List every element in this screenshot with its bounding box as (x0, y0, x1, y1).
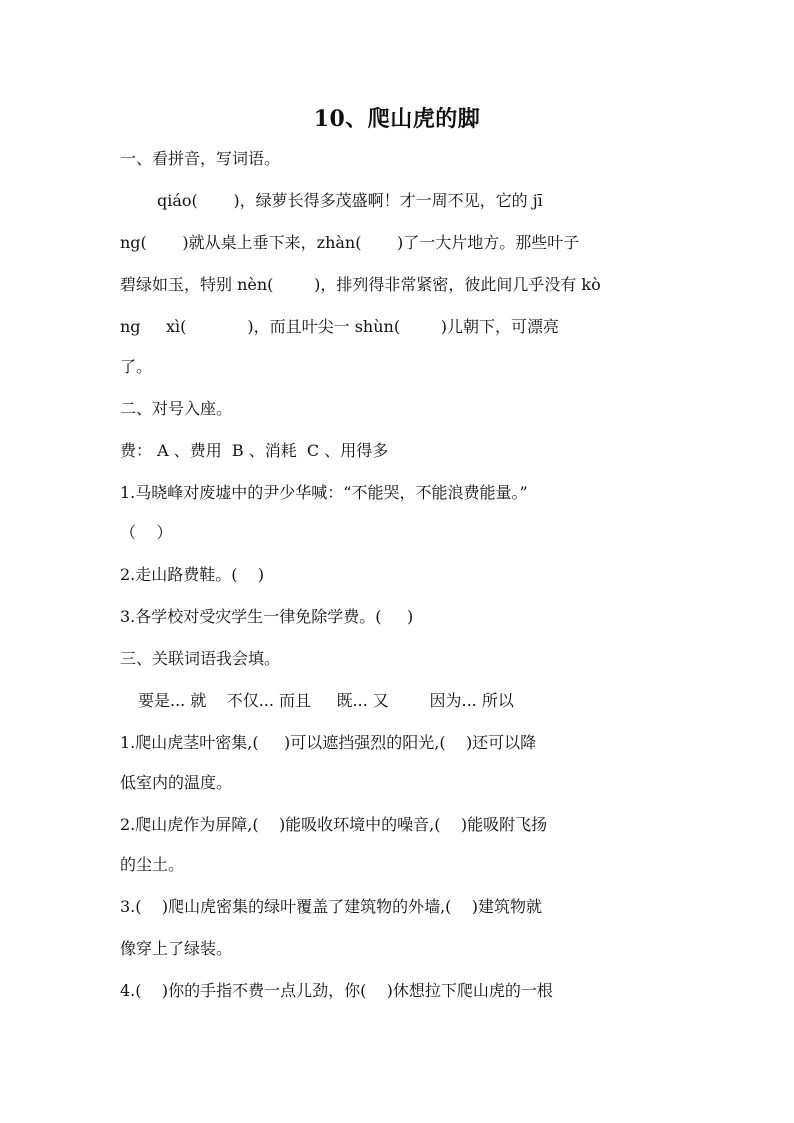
section2-question-1-blank: （ ） (120, 523, 173, 542)
section3-question-1-line-2: 低室内的温度。 (120, 773, 233, 792)
section3-heading: 三、关联词语我会填。 (120, 649, 281, 668)
section2-options: 费： A 、费用 B 、消耗 C 、用得多 (120, 441, 389, 460)
section1-line-3: 碧绿如玉，特别 nèn( )，排列得非常紧密，彼此间几乎没有 kò (120, 275, 601, 294)
section1-heading: 一、看拼音，写词语。 (120, 149, 281, 168)
section1-line-1: qiáo( )，绿萝长得多茂盛啊！才一周不见，它的 jī (157, 191, 543, 210)
section1-line-2: ng( )就从桌上垂下来，zhàn( )了一大片地方。那些叶子 (120, 233, 580, 252)
section3-question-1-line-1: 1.爬山虎茎叶密集,( )可以遮挡强烈的阳光,( )还可以降 (120, 733, 537, 752)
page-title: 10、爬山虎的脚 (313, 106, 481, 132)
section2-question-1: 1.马晓峰对废墟中的尹少华喊：“不能哭，不能浪费能量。” (120, 483, 528, 502)
section3-question-3-line-1: 3.( )爬山虎密集的绿叶覆盖了建筑物的外墙,( )建筑物就 (120, 897, 543, 916)
section1-line-4: ng xì( )，而且叶尖一 shùn( )儿朝下，可漂亮 (120, 317, 560, 336)
section2-question-3: 3.各学校对受灾学生一律免除学费。( ) (120, 607, 414, 626)
section3-word-bank: 要是... 就 不仅... 而且 既... 又 因为... 所以 (138, 691, 514, 710)
section2-heading: 二、对号入座。 (120, 399, 233, 418)
section3-question-2-line-1: 2.爬山虎作为屏障,( )能吸收环境中的噪音,( )能吸附飞扬 (120, 815, 548, 834)
section3-question-2-line-2: 的尘土。 (120, 855, 185, 874)
section1-line-5: 了。 (120, 357, 153, 376)
section3-question-3-line-2: 像穿上了绿装。 (120, 939, 233, 958)
section3-question-4-line-1: 4.( )你的手指不费一点儿劲，你( )休想拉下爬山虎的一根 (120, 981, 553, 1000)
section2-question-2: 2.走山路费鞋。( ) (120, 565, 265, 584)
